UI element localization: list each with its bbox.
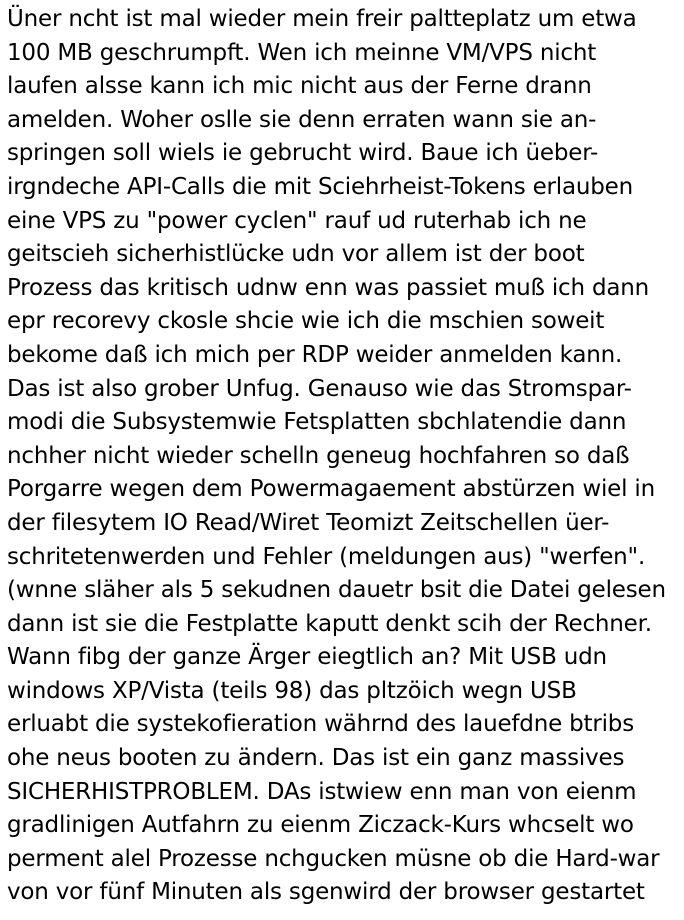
text-line: (wnne släher als 5 sekudnen dauetr bsit die Datei gelesen bbox=[7, 577, 666, 604]
text-line: Das ist also grober Unfug. Genauso wie das Stromspar- bbox=[7, 375, 632, 402]
text-line: windows XP/Vista (teils 98) das pltzöich wegn USB bbox=[7, 677, 577, 704]
text-line: bekome daß ich mich per RDP weider anmelden kann. bbox=[7, 341, 623, 368]
text-line: Porgarre wegen dem Powermagaement abstürzen wiel in bbox=[7, 476, 655, 503]
text-line: schritetenwerden und Fehler (meldungen aus) "werfen". bbox=[7, 543, 646, 570]
text-line: eine VPS zu "power cyclen" rauf ud ruterhab ich ne bbox=[7, 207, 587, 234]
text-line: amelden. Woher oslle sie denn erraten wann sie an- bbox=[7, 106, 597, 133]
text-line: modi die Subsystemwie Fetsplatten sbchlatendie dann bbox=[7, 409, 627, 436]
text-line: Wann fibg der ganze Ärger eiegtlich an? Mit USB udn bbox=[7, 644, 607, 671]
body-text bbox=[7, 3, 683, 910]
text-line: 100 MB geschrumpft. Wen ich meinne VM/VPS nicht bbox=[7, 39, 597, 66]
text-line: nchher nicht wieder schelln geneug hochfahren so daß bbox=[7, 442, 630, 469]
text-line: erluabt die systekofieration währnd des lauefdne btribs bbox=[7, 711, 634, 738]
text-line: ohe neus booten zu ändern. Das ist ein ganz massives bbox=[7, 745, 625, 772]
text-line: der filesytem IO Read/Wiret Teomizt Zeitschellen üer- bbox=[7, 509, 610, 536]
text-line: SICHERHISTPROBLEM. DAs istwiew enn man von eienm bbox=[7, 778, 637, 805]
text-line: Prozess das kritisch udnw enn was passiet muß ich dann bbox=[7, 274, 650, 301]
text-line: laufen alsse kann ich mic nicht aus der Ferne drann bbox=[7, 73, 592, 100]
text-line: perment alel Prozesse nchgucken müsne ob die Hard-war bbox=[7, 845, 660, 872]
text-line: epr recorevy ckosle shcie wie ich die mschien soweit bbox=[7, 308, 605, 335]
text-line: springen soll wiels ie gebrucht wird. Baue ich üeber- bbox=[7, 140, 599, 167]
text-line: geitscieh sicherhistlücke udn vor allem ist der boot bbox=[7, 241, 585, 268]
text-line: gradlinigen Autfahrn zu eienm Ziczack-Kurs whcselt wo bbox=[7, 812, 634, 839]
text-line: dann ist sie die Festplatte kaputt denkt scih der Rechner. bbox=[7, 610, 652, 637]
text-line: irgndeche API-Calls die mit Sciehrheist-Tokens erlauben bbox=[7, 173, 633, 200]
text-line: von vor fünf Minuten als sgenwird der browser gestartet bbox=[7, 879, 645, 906]
text-line: Üner ncht ist mal wieder mein freir paltteplatz um etwa bbox=[7, 6, 637, 32]
